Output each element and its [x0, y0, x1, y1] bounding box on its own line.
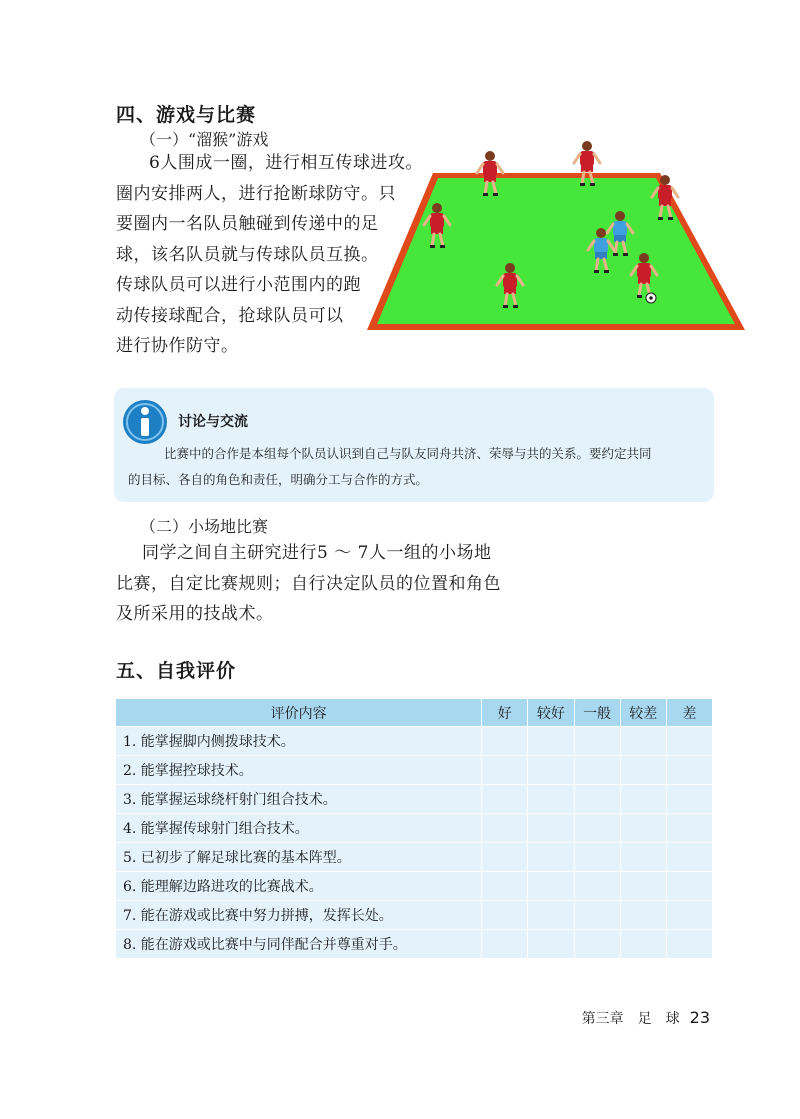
- table-row: [116, 901, 713, 930]
- table-row: [116, 843, 713, 872]
- text-line: 6人围成一圈，进行相互传球进攻。: [149, 153, 423, 173]
- evaluation-item: 3. 能掌握运球绕杆射门组合技术。: [116, 785, 482, 814]
- rating-cell[interactable]: [666, 901, 712, 930]
- rating-cell[interactable]: [620, 930, 666, 959]
- rating-cell[interactable]: [620, 843, 666, 872]
- header-fairly-poor: 较差: [620, 699, 666, 727]
- discussion-text: [128, 441, 708, 493]
- chapter-label: 第三章 足 球: [581, 1011, 680, 1027]
- info-icon: [121, 398, 169, 446]
- evaluation-item: 7. 能在游戏或比赛中努力拼搏，发挥长处。: [116, 901, 482, 930]
- text-line: 圈内安排两人，进行抢断球防守。只: [116, 183, 396, 204]
- rating-cell[interactable]: [482, 727, 528, 756]
- rating-cell[interactable]: [528, 872, 574, 901]
- subheading-small-field-match: （二）小场地比赛: [140, 517, 269, 536]
- table-row: [116, 814, 713, 843]
- rating-cell[interactable]: [574, 814, 620, 843]
- self-evaluation-table: [115, 698, 713, 959]
- rating-cell[interactable]: [666, 785, 712, 814]
- evaluation-item: 2. 能掌握控球技术。: [116, 756, 482, 785]
- table-row: [116, 727, 713, 756]
- rating-cell[interactable]: [574, 901, 620, 930]
- rating-cell[interactable]: [666, 843, 712, 872]
- rating-cell[interactable]: [574, 930, 620, 959]
- text-line: 进行协作防守。: [116, 336, 239, 356]
- rating-cell[interactable]: [620, 901, 666, 930]
- table-row: [116, 930, 713, 959]
- rating-cell[interactable]: [482, 930, 528, 959]
- soccer-ball-icon: [646, 293, 656, 303]
- table-row: [116, 872, 713, 901]
- header-poor: 差: [666, 699, 712, 727]
- rating-cell[interactable]: [482, 785, 528, 814]
- evaluation-item: 6. 能理解边路进攻的比赛战术。: [116, 872, 482, 901]
- page-footer: [582, 1008, 710, 1028]
- soccer-field-illustration: [365, 138, 745, 338]
- text-line: 要圈内一名队员触碰到传递中的足: [116, 214, 379, 234]
- rating-cell[interactable]: [528, 756, 574, 785]
- page-number: 23: [689, 1008, 710, 1027]
- rating-cell[interactable]: [620, 785, 666, 814]
- text-line: 的目标、各自的角色和责任，明确分工与合作的方式。: [128, 472, 429, 487]
- rating-cell[interactable]: [574, 727, 620, 756]
- small-field-match-description: [116, 538, 501, 630]
- discussion-title: 讨论与交流: [178, 414, 248, 430]
- rating-cell[interactable]: [574, 872, 620, 901]
- text-line: 及所采用的技战术。: [116, 604, 274, 624]
- rating-cell[interactable]: [528, 843, 574, 872]
- rating-cell[interactable]: [620, 814, 666, 843]
- section-heading-self-evaluation: 五、自我评价: [116, 660, 237, 682]
- rating-cell[interactable]: [482, 872, 528, 901]
- rating-cell[interactable]: [620, 727, 666, 756]
- evaluation-item: 4. 能掌握传球射门组合技术。: [116, 814, 482, 843]
- text-line: 比赛中的合作是本组每个队员认识到自己与队友同舟共济、荣辱与共的关系。要约定共同: [164, 446, 652, 461]
- subheading-monkey-game: （一）“溜猴”游戏: [140, 130, 269, 149]
- header-fairly-good: 较好: [528, 699, 574, 727]
- section-heading-games: 四、游戏与比赛: [116, 104, 257, 126]
- header-good: 好: [482, 699, 528, 727]
- rating-cell[interactable]: [528, 727, 574, 756]
- header-content: 评价内容: [116, 699, 482, 727]
- rating-cell[interactable]: [528, 814, 574, 843]
- text-line: 动传接球配合，抢球队员可以: [116, 305, 344, 326]
- table-header-row: [116, 699, 713, 727]
- rating-cell[interactable]: [666, 872, 712, 901]
- text-line: 同学之间自主研究进行5 ～ 7人一组的小场地: [142, 543, 492, 563]
- rating-cell[interactable]: [528, 785, 574, 814]
- rating-cell[interactable]: [666, 814, 712, 843]
- rating-cell[interactable]: [574, 785, 620, 814]
- rating-cell[interactable]: [666, 727, 712, 756]
- rating-cell[interactable]: [666, 930, 712, 959]
- evaluation-item: 5. 已初步了解足球比赛的基本阵型。: [116, 843, 482, 872]
- rating-cell[interactable]: [482, 756, 528, 785]
- table-row: [116, 785, 713, 814]
- rating-cell[interactable]: [666, 756, 712, 785]
- text-line: 传球队员可以进行小范围内的跑: [116, 275, 361, 295]
- table-row: [116, 756, 713, 785]
- evaluation-item: 8. 能在游戏或比赛中与同伴配合并尊重对手。: [116, 930, 482, 959]
- rating-cell[interactable]: [620, 756, 666, 785]
- rating-cell[interactable]: [574, 843, 620, 872]
- header-average: 一般: [574, 699, 620, 727]
- rating-cell[interactable]: [482, 843, 528, 872]
- rating-cell[interactable]: [482, 814, 528, 843]
- field-grass: [377, 178, 735, 324]
- rating-cell[interactable]: [482, 901, 528, 930]
- text-line: 比赛，自定比赛规则；自行决定队员的位置和角色: [116, 573, 501, 594]
- evaluation-item: 1. 能掌握脚内侧拨球技术。: [116, 727, 482, 756]
- rating-cell[interactable]: [528, 930, 574, 959]
- rating-cell[interactable]: [528, 901, 574, 930]
- text-line: 球，该名队员就与传球队员互换。: [116, 244, 379, 265]
- rating-cell[interactable]: [574, 756, 620, 785]
- rating-cell[interactable]: [620, 872, 666, 901]
